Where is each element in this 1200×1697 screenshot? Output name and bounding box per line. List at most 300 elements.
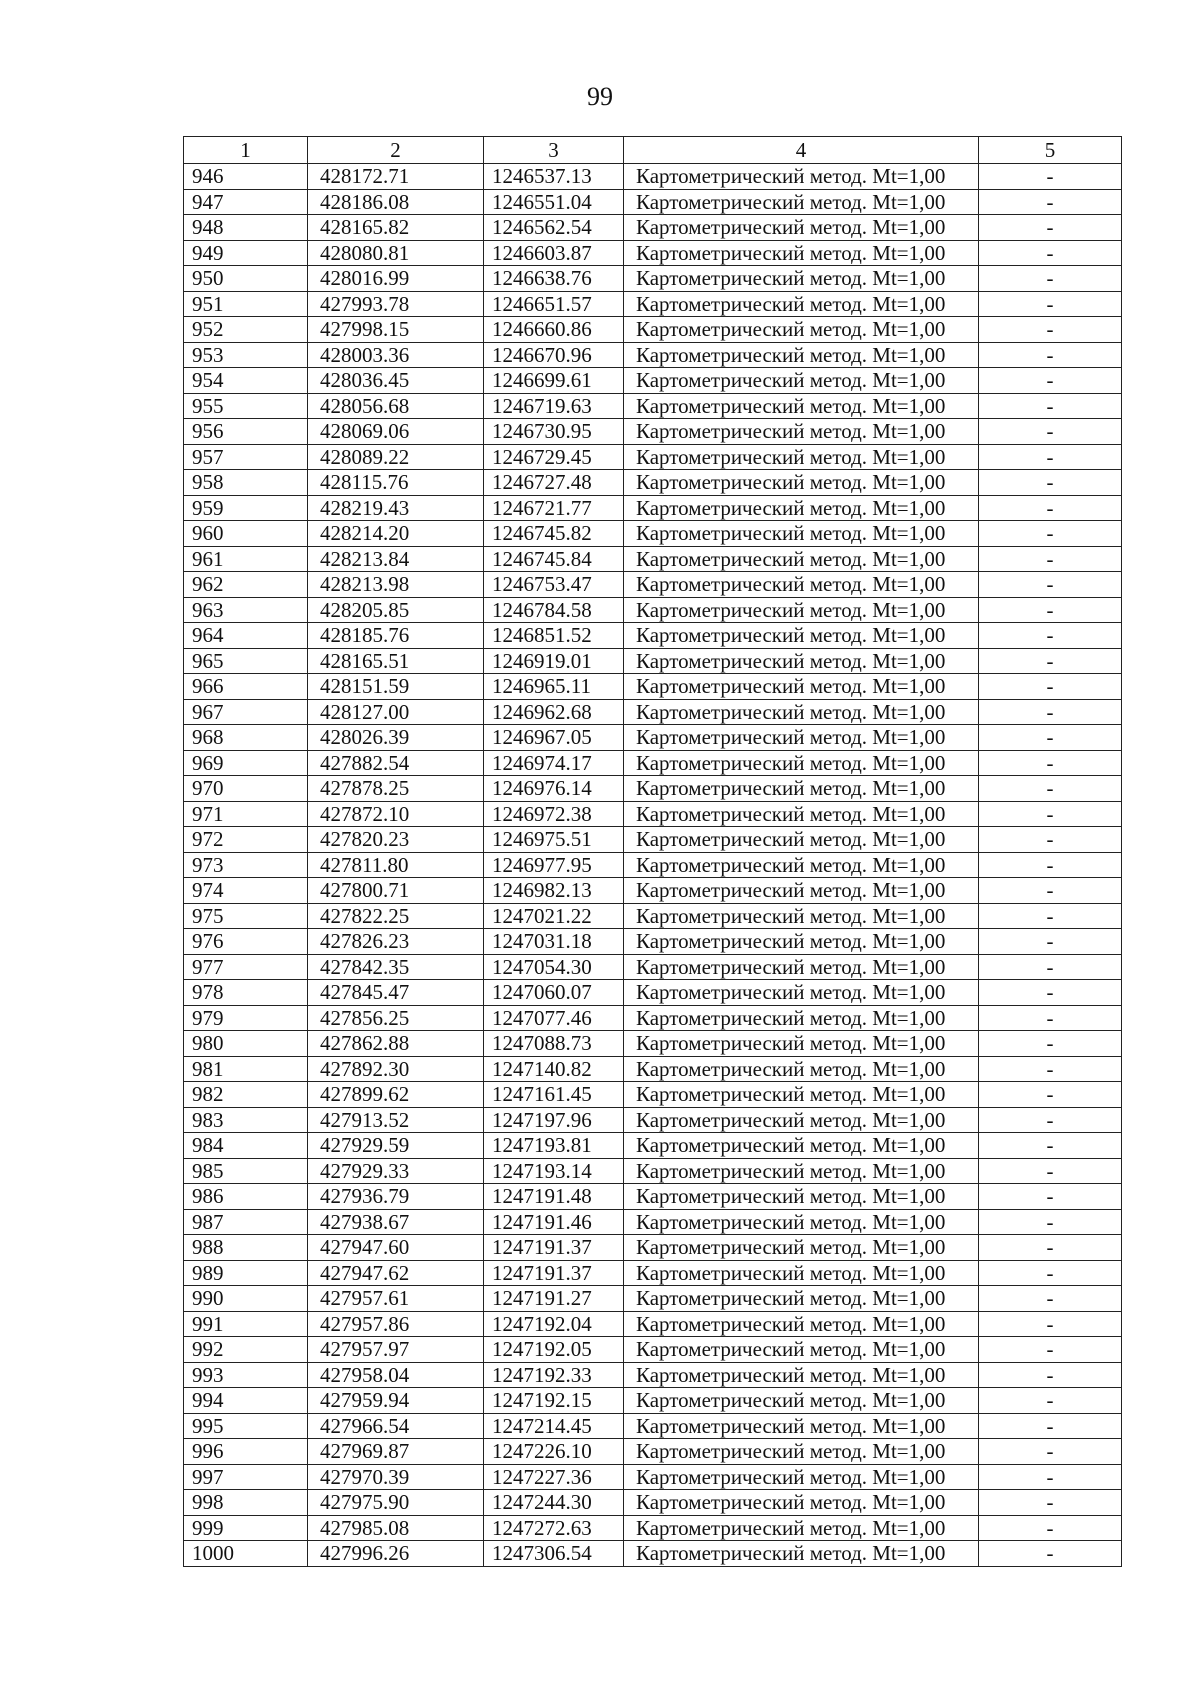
x-coordinate-cell: 428186.08 xyxy=(308,189,484,215)
x-coordinate-cell: 427842.35 xyxy=(308,954,484,980)
note-cell: - xyxy=(979,648,1122,674)
note-cell: - xyxy=(979,521,1122,547)
method-cell: Картометрический метод. Mt=1,00 xyxy=(624,1286,979,1312)
x-coordinate-cell: 427811.80 xyxy=(308,852,484,878)
table-row xyxy=(184,1515,1122,1541)
point-number-cell: 969 xyxy=(184,750,308,776)
point-number-cell: 999 xyxy=(184,1515,308,1541)
note-cell: - xyxy=(979,1388,1122,1414)
table-body xyxy=(184,164,1122,1567)
table-row xyxy=(184,623,1122,649)
note-cell: - xyxy=(979,1005,1122,1031)
point-number-cell: 1000 xyxy=(184,1541,308,1567)
x-coordinate-cell: 428026.39 xyxy=(308,725,484,751)
x-coordinate-cell: 427892.30 xyxy=(308,1056,484,1082)
table-row xyxy=(184,1286,1122,1312)
x-coordinate-cell: 427959.94 xyxy=(308,1388,484,1414)
table-row xyxy=(184,546,1122,572)
point-number-cell: 966 xyxy=(184,674,308,700)
method-cell: Картометрический метод. Mt=1,00 xyxy=(624,1388,979,1414)
method-cell: Картометрический метод. Mt=1,00 xyxy=(624,699,979,725)
method-cell: Картометрический метод. Mt=1,00 xyxy=(624,419,979,445)
note-cell: - xyxy=(979,1413,1122,1439)
point-number-cell: 958 xyxy=(184,470,308,496)
point-number-cell: 955 xyxy=(184,393,308,419)
method-cell: Картометрический метод. Mt=1,00 xyxy=(624,368,979,394)
method-cell: Картометрический метод. Mt=1,00 xyxy=(624,1464,979,1490)
x-coordinate-cell: 428069.06 xyxy=(308,419,484,445)
method-cell: Картометрический метод. Mt=1,00 xyxy=(624,980,979,1006)
table-row xyxy=(184,1490,1122,1516)
table-row xyxy=(184,648,1122,674)
note-cell: - xyxy=(979,929,1122,955)
method-cell: Картометрический метод. Mt=1,00 xyxy=(624,878,979,904)
note-cell: - xyxy=(979,189,1122,215)
column-header-2: 2 xyxy=(308,137,484,164)
note-cell: - xyxy=(979,674,1122,700)
note-cell: - xyxy=(979,1515,1122,1541)
method-cell: Картометрический метод. Mt=1,00 xyxy=(624,1005,979,1031)
table-row xyxy=(184,291,1122,317)
method-cell: Картометрический метод. Mt=1,00 xyxy=(624,827,979,853)
method-cell: Картометрический метод. Mt=1,00 xyxy=(624,317,979,343)
point-number-cell: 978 xyxy=(184,980,308,1006)
y-coordinate-cell: 1247192.33 xyxy=(484,1362,624,1388)
table-row xyxy=(184,1311,1122,1337)
point-number-cell: 976 xyxy=(184,929,308,955)
point-number-cell: 993 xyxy=(184,1362,308,1388)
point-number-cell: 992 xyxy=(184,1337,308,1363)
point-number-cell: 965 xyxy=(184,648,308,674)
point-number-cell: 960 xyxy=(184,521,308,547)
note-cell: - xyxy=(979,572,1122,598)
note-cell: - xyxy=(979,266,1122,292)
y-coordinate-cell: 1247192.04 xyxy=(484,1311,624,1337)
method-cell: Картометрический метод. Mt=1,00 xyxy=(624,597,979,623)
point-number-cell: 973 xyxy=(184,852,308,878)
method-cell: Картометрический метод. Mt=1,00 xyxy=(624,852,979,878)
y-coordinate-cell: 1246651.57 xyxy=(484,291,624,317)
y-coordinate-cell: 1246719.63 xyxy=(484,393,624,419)
note-cell: - xyxy=(979,1082,1122,1108)
point-number-cell: 996 xyxy=(184,1439,308,1465)
x-coordinate-cell: 427929.59 xyxy=(308,1133,484,1159)
point-number-cell: 964 xyxy=(184,623,308,649)
table-row xyxy=(184,240,1122,266)
table-row xyxy=(184,1260,1122,1286)
table-row xyxy=(184,1337,1122,1363)
point-number-cell: 967 xyxy=(184,699,308,725)
method-cell: Картометрический метод. Mt=1,00 xyxy=(624,1056,979,1082)
note-cell: - xyxy=(979,240,1122,266)
point-number-cell: 948 xyxy=(184,215,308,241)
table-row xyxy=(184,521,1122,547)
x-coordinate-cell: 428115.76 xyxy=(308,470,484,496)
y-coordinate-cell: 1246976.14 xyxy=(484,776,624,802)
column-header-3: 3 xyxy=(484,137,624,164)
y-coordinate-cell: 1247197.96 xyxy=(484,1107,624,1133)
method-cell: Картометрический метод. Mt=1,00 xyxy=(624,521,979,547)
x-coordinate-cell: 428214.20 xyxy=(308,521,484,547)
method-cell: Картометрический метод. Mt=1,00 xyxy=(624,1362,979,1388)
table-row xyxy=(184,1413,1122,1439)
y-coordinate-cell: 1246727.48 xyxy=(484,470,624,496)
point-number-cell: 971 xyxy=(184,801,308,827)
method-cell: Картометрический метод. Mt=1,00 xyxy=(624,291,979,317)
point-number-cell: 959 xyxy=(184,495,308,521)
point-number-cell: 949 xyxy=(184,240,308,266)
note-cell: - xyxy=(979,1158,1122,1184)
y-coordinate-cell: 1246721.77 xyxy=(484,495,624,521)
x-coordinate-cell: 428219.43 xyxy=(308,495,484,521)
y-coordinate-cell: 1246729.45 xyxy=(484,444,624,470)
note-cell: - xyxy=(979,1235,1122,1261)
method-cell: Картометрический метод. Mt=1,00 xyxy=(624,444,979,470)
note-cell: - xyxy=(979,164,1122,190)
note-cell: - xyxy=(979,1311,1122,1337)
x-coordinate-cell: 428089.22 xyxy=(308,444,484,470)
point-number-cell: 991 xyxy=(184,1311,308,1337)
method-cell: Картометрический метод. Mt=1,00 xyxy=(624,776,979,802)
method-cell: Картометрический метод. Mt=1,00 xyxy=(624,1235,979,1261)
x-coordinate-cell: 428213.98 xyxy=(308,572,484,598)
point-number-cell: 974 xyxy=(184,878,308,904)
y-coordinate-cell: 1246919.01 xyxy=(484,648,624,674)
x-coordinate-cell: 427947.60 xyxy=(308,1235,484,1261)
table-row xyxy=(184,827,1122,853)
table-row xyxy=(184,1031,1122,1057)
x-coordinate-cell: 427958.04 xyxy=(308,1362,484,1388)
table-row xyxy=(184,1388,1122,1414)
note-cell: - xyxy=(979,1107,1122,1133)
point-number-cell: 995 xyxy=(184,1413,308,1439)
x-coordinate-cell: 427966.54 xyxy=(308,1413,484,1439)
x-coordinate-cell: 428003.36 xyxy=(308,342,484,368)
y-coordinate-cell: 1246699.61 xyxy=(484,368,624,394)
table-row xyxy=(184,801,1122,827)
y-coordinate-cell: 1247226.10 xyxy=(484,1439,624,1465)
table-row xyxy=(184,725,1122,751)
point-number-cell: 979 xyxy=(184,1005,308,1031)
y-coordinate-cell: 1247021.22 xyxy=(484,903,624,929)
method-cell: Картометрический метод. Mt=1,00 xyxy=(624,674,979,700)
note-cell: - xyxy=(979,1464,1122,1490)
note-cell: - xyxy=(979,1056,1122,1082)
x-coordinate-cell: 427845.47 xyxy=(308,980,484,1006)
note-cell: - xyxy=(979,750,1122,776)
point-number-cell: 997 xyxy=(184,1464,308,1490)
table-row xyxy=(184,1133,1122,1159)
point-number-cell: 963 xyxy=(184,597,308,623)
method-cell: Картометрический метод. Mt=1,00 xyxy=(624,1541,979,1567)
y-coordinate-cell: 1247031.18 xyxy=(484,929,624,955)
y-coordinate-cell: 1247193.14 xyxy=(484,1158,624,1184)
x-coordinate-cell: 428127.00 xyxy=(308,699,484,725)
page-number: 99 xyxy=(587,82,613,111)
method-cell: Картометрический метод. Mt=1,00 xyxy=(624,725,979,751)
x-coordinate-cell: 428151.59 xyxy=(308,674,484,700)
table-row xyxy=(184,1082,1122,1108)
note-cell: - xyxy=(979,597,1122,623)
y-coordinate-cell: 1247191.37 xyxy=(484,1235,624,1261)
note-cell: - xyxy=(979,1133,1122,1159)
point-number-cell: 994 xyxy=(184,1388,308,1414)
method-cell: Картометрический метод. Mt=1,00 xyxy=(624,189,979,215)
y-coordinate-cell: 1246660.86 xyxy=(484,317,624,343)
table-row xyxy=(184,1158,1122,1184)
x-coordinate-cell: 428172.71 xyxy=(308,164,484,190)
method-cell: Картометрический метод. Mt=1,00 xyxy=(624,1184,979,1210)
table-row xyxy=(184,954,1122,980)
note-cell: - xyxy=(979,546,1122,572)
x-coordinate-cell: 428185.76 xyxy=(308,623,484,649)
x-coordinate-cell: 427800.71 xyxy=(308,878,484,904)
note-cell: - xyxy=(979,623,1122,649)
x-coordinate-cell: 427862.88 xyxy=(308,1031,484,1057)
method-cell: Картометрический метод. Mt=1,00 xyxy=(624,1439,979,1465)
point-number-cell: 970 xyxy=(184,776,308,802)
method-cell: Картометрический метод. Mt=1,00 xyxy=(624,1311,979,1337)
note-cell: - xyxy=(979,1439,1122,1465)
x-coordinate-cell: 427993.78 xyxy=(308,291,484,317)
table-row xyxy=(184,444,1122,470)
table-row xyxy=(184,750,1122,776)
x-coordinate-cell: 427957.61 xyxy=(308,1286,484,1312)
method-cell: Картометрический метод. Mt=1,00 xyxy=(624,1337,979,1363)
point-number-cell: 954 xyxy=(184,368,308,394)
y-coordinate-cell: 1247214.45 xyxy=(484,1413,624,1439)
table-row xyxy=(184,852,1122,878)
point-number-cell: 998 xyxy=(184,1490,308,1516)
x-coordinate-cell: 427998.15 xyxy=(308,317,484,343)
column-header-1: 1 xyxy=(184,137,308,164)
table-row xyxy=(184,164,1122,190)
note-cell: - xyxy=(979,393,1122,419)
method-cell: Картометрический метод. Mt=1,00 xyxy=(624,954,979,980)
point-number-cell: 990 xyxy=(184,1286,308,1312)
table-row xyxy=(184,266,1122,292)
table-row xyxy=(184,1107,1122,1133)
note-cell: - xyxy=(979,827,1122,853)
x-coordinate-cell: 427996.26 xyxy=(308,1541,484,1567)
point-number-cell: 957 xyxy=(184,444,308,470)
x-coordinate-cell: 427872.10 xyxy=(308,801,484,827)
y-coordinate-cell: 1246975.51 xyxy=(484,827,624,853)
table-row xyxy=(184,1439,1122,1465)
point-number-cell: 986 xyxy=(184,1184,308,1210)
note-cell: - xyxy=(979,1490,1122,1516)
y-coordinate-cell: 1246670.96 xyxy=(484,342,624,368)
table-row xyxy=(184,674,1122,700)
note-cell: - xyxy=(979,1184,1122,1210)
note-cell: - xyxy=(979,1541,1122,1567)
method-cell: Картометрический метод. Mt=1,00 xyxy=(624,342,979,368)
method-cell: Картометрический метод. Mt=1,00 xyxy=(624,572,979,598)
note-cell: - xyxy=(979,1209,1122,1235)
point-number-cell: 972 xyxy=(184,827,308,853)
point-number-cell: 946 xyxy=(184,164,308,190)
point-number-cell: 983 xyxy=(184,1107,308,1133)
x-coordinate-cell: 427938.67 xyxy=(308,1209,484,1235)
table-row xyxy=(184,597,1122,623)
y-coordinate-cell: 1247191.48 xyxy=(484,1184,624,1210)
y-coordinate-cell: 1247191.46 xyxy=(484,1209,624,1235)
y-coordinate-cell: 1246967.05 xyxy=(484,725,624,751)
note-cell: - xyxy=(979,852,1122,878)
table-row xyxy=(184,342,1122,368)
x-coordinate-cell: 427936.79 xyxy=(308,1184,484,1210)
note-cell: - xyxy=(979,725,1122,751)
method-cell: Картометрический метод. Mt=1,00 xyxy=(624,623,979,649)
y-coordinate-cell: 1247244.30 xyxy=(484,1490,624,1516)
note-cell: - xyxy=(979,419,1122,445)
method-cell: Картометрический метод. Mt=1,00 xyxy=(624,164,979,190)
method-cell: Картометрический метод. Mt=1,00 xyxy=(624,266,979,292)
table-row xyxy=(184,1056,1122,1082)
table-row xyxy=(184,1541,1122,1567)
x-coordinate-cell: 428036.45 xyxy=(308,368,484,394)
method-cell: Картометрический метод. Mt=1,00 xyxy=(624,1260,979,1286)
x-coordinate-cell: 428056.68 xyxy=(308,393,484,419)
point-number-cell: 982 xyxy=(184,1082,308,1108)
x-coordinate-cell: 427975.90 xyxy=(308,1490,484,1516)
point-number-cell: 951 xyxy=(184,291,308,317)
point-number-cell: 977 xyxy=(184,954,308,980)
note-cell: - xyxy=(979,954,1122,980)
x-coordinate-cell: 427826.23 xyxy=(308,929,484,955)
method-cell: Картометрический метод. Mt=1,00 xyxy=(624,648,979,674)
table-row xyxy=(184,903,1122,929)
y-coordinate-cell: 1246537.13 xyxy=(484,164,624,190)
point-number-cell: 985 xyxy=(184,1158,308,1184)
note-cell: - xyxy=(979,215,1122,241)
method-cell: Картометрический метод. Mt=1,00 xyxy=(624,1158,979,1184)
y-coordinate-cell: 1246603.87 xyxy=(484,240,624,266)
note-cell: - xyxy=(979,1337,1122,1363)
method-cell: Картометрический метод. Mt=1,00 xyxy=(624,546,979,572)
y-coordinate-cell: 1246977.95 xyxy=(484,852,624,878)
x-coordinate-cell: 428165.51 xyxy=(308,648,484,674)
note-cell: - xyxy=(979,317,1122,343)
point-number-cell: 980 xyxy=(184,1031,308,1057)
x-coordinate-cell: 427822.25 xyxy=(308,903,484,929)
note-cell: - xyxy=(979,495,1122,521)
y-coordinate-cell: 1247272.63 xyxy=(484,1515,624,1541)
y-coordinate-cell: 1247140.82 xyxy=(484,1056,624,1082)
note-cell: - xyxy=(979,1031,1122,1057)
point-number-cell: 989 xyxy=(184,1260,308,1286)
method-cell: Картометрический метод. Mt=1,00 xyxy=(624,801,979,827)
y-coordinate-cell: 1247088.73 xyxy=(484,1031,624,1057)
point-number-cell: 962 xyxy=(184,572,308,598)
y-coordinate-cell: 1247077.46 xyxy=(484,1005,624,1031)
y-coordinate-cell: 1246784.58 xyxy=(484,597,624,623)
coordinates-table xyxy=(183,136,1122,1567)
point-number-cell: 968 xyxy=(184,725,308,751)
y-coordinate-cell: 1246982.13 xyxy=(484,878,624,904)
table-row xyxy=(184,470,1122,496)
point-number-cell: 961 xyxy=(184,546,308,572)
point-number-cell: 956 xyxy=(184,419,308,445)
note-cell: - xyxy=(979,1362,1122,1388)
table-row xyxy=(184,368,1122,394)
method-cell: Картометрический метод. Mt=1,00 xyxy=(624,393,979,419)
table-row xyxy=(184,1362,1122,1388)
x-coordinate-cell: 428080.81 xyxy=(308,240,484,266)
note-cell: - xyxy=(979,776,1122,802)
method-cell: Картометрический метод. Mt=1,00 xyxy=(624,1133,979,1159)
y-coordinate-cell: 1246962.68 xyxy=(484,699,624,725)
note-cell: - xyxy=(979,368,1122,394)
table-row xyxy=(184,1464,1122,1490)
note-cell: - xyxy=(979,444,1122,470)
table-row xyxy=(184,1005,1122,1031)
method-cell: Картометрический метод. Mt=1,00 xyxy=(624,750,979,776)
header-row xyxy=(184,137,1122,164)
x-coordinate-cell: 428016.99 xyxy=(308,266,484,292)
table-row xyxy=(184,1235,1122,1261)
x-coordinate-cell: 427957.86 xyxy=(308,1311,484,1337)
y-coordinate-cell: 1246745.84 xyxy=(484,546,624,572)
table-row xyxy=(184,699,1122,725)
point-number-cell: 952 xyxy=(184,317,308,343)
y-coordinate-cell: 1246753.47 xyxy=(484,572,624,598)
column-header-5: 5 xyxy=(979,137,1122,164)
method-cell: Картометрический метод. Mt=1,00 xyxy=(624,1413,979,1439)
x-coordinate-cell: 427899.62 xyxy=(308,1082,484,1108)
note-cell: - xyxy=(979,470,1122,496)
table-row xyxy=(184,189,1122,215)
y-coordinate-cell: 1247193.81 xyxy=(484,1133,624,1159)
point-number-cell: 987 xyxy=(184,1209,308,1235)
table-row xyxy=(184,572,1122,598)
table-row xyxy=(184,419,1122,445)
note-cell: - xyxy=(979,342,1122,368)
note-cell: - xyxy=(979,699,1122,725)
y-coordinate-cell: 1246638.76 xyxy=(484,266,624,292)
method-cell: Картометрический метод. Mt=1,00 xyxy=(624,903,979,929)
note-cell: - xyxy=(979,1286,1122,1312)
x-coordinate-cell: 428165.82 xyxy=(308,215,484,241)
x-coordinate-cell: 427913.52 xyxy=(308,1107,484,1133)
x-coordinate-cell: 427985.08 xyxy=(308,1515,484,1541)
point-number-cell: 947 xyxy=(184,189,308,215)
x-coordinate-cell: 427820.23 xyxy=(308,827,484,853)
point-number-cell: 984 xyxy=(184,1133,308,1159)
point-number-cell: 950 xyxy=(184,266,308,292)
x-coordinate-cell: 427957.97 xyxy=(308,1337,484,1363)
table-row xyxy=(184,776,1122,802)
point-number-cell: 981 xyxy=(184,1056,308,1082)
x-coordinate-cell: 427929.33 xyxy=(308,1158,484,1184)
y-coordinate-cell: 1247191.37 xyxy=(484,1260,624,1286)
note-cell: - xyxy=(979,980,1122,1006)
method-cell: Картометрический метод. Mt=1,00 xyxy=(624,1490,979,1516)
method-cell: Картометрический метод. Mt=1,00 xyxy=(624,1107,979,1133)
column-header-4: 4 xyxy=(624,137,979,164)
note-cell: - xyxy=(979,1260,1122,1286)
y-coordinate-cell: 1246562.54 xyxy=(484,215,624,241)
y-coordinate-cell: 1247192.05 xyxy=(484,1337,624,1363)
method-cell: Картометрический метод. Mt=1,00 xyxy=(624,1209,979,1235)
method-cell: Картометрический метод. Mt=1,00 xyxy=(624,495,979,521)
table-row xyxy=(184,980,1122,1006)
note-cell: - xyxy=(979,878,1122,904)
x-coordinate-cell: 428205.85 xyxy=(308,597,484,623)
point-number-cell: 975 xyxy=(184,903,308,929)
method-cell: Картометрический метод. Mt=1,00 xyxy=(624,1031,979,1057)
y-coordinate-cell: 1246965.11 xyxy=(484,674,624,700)
